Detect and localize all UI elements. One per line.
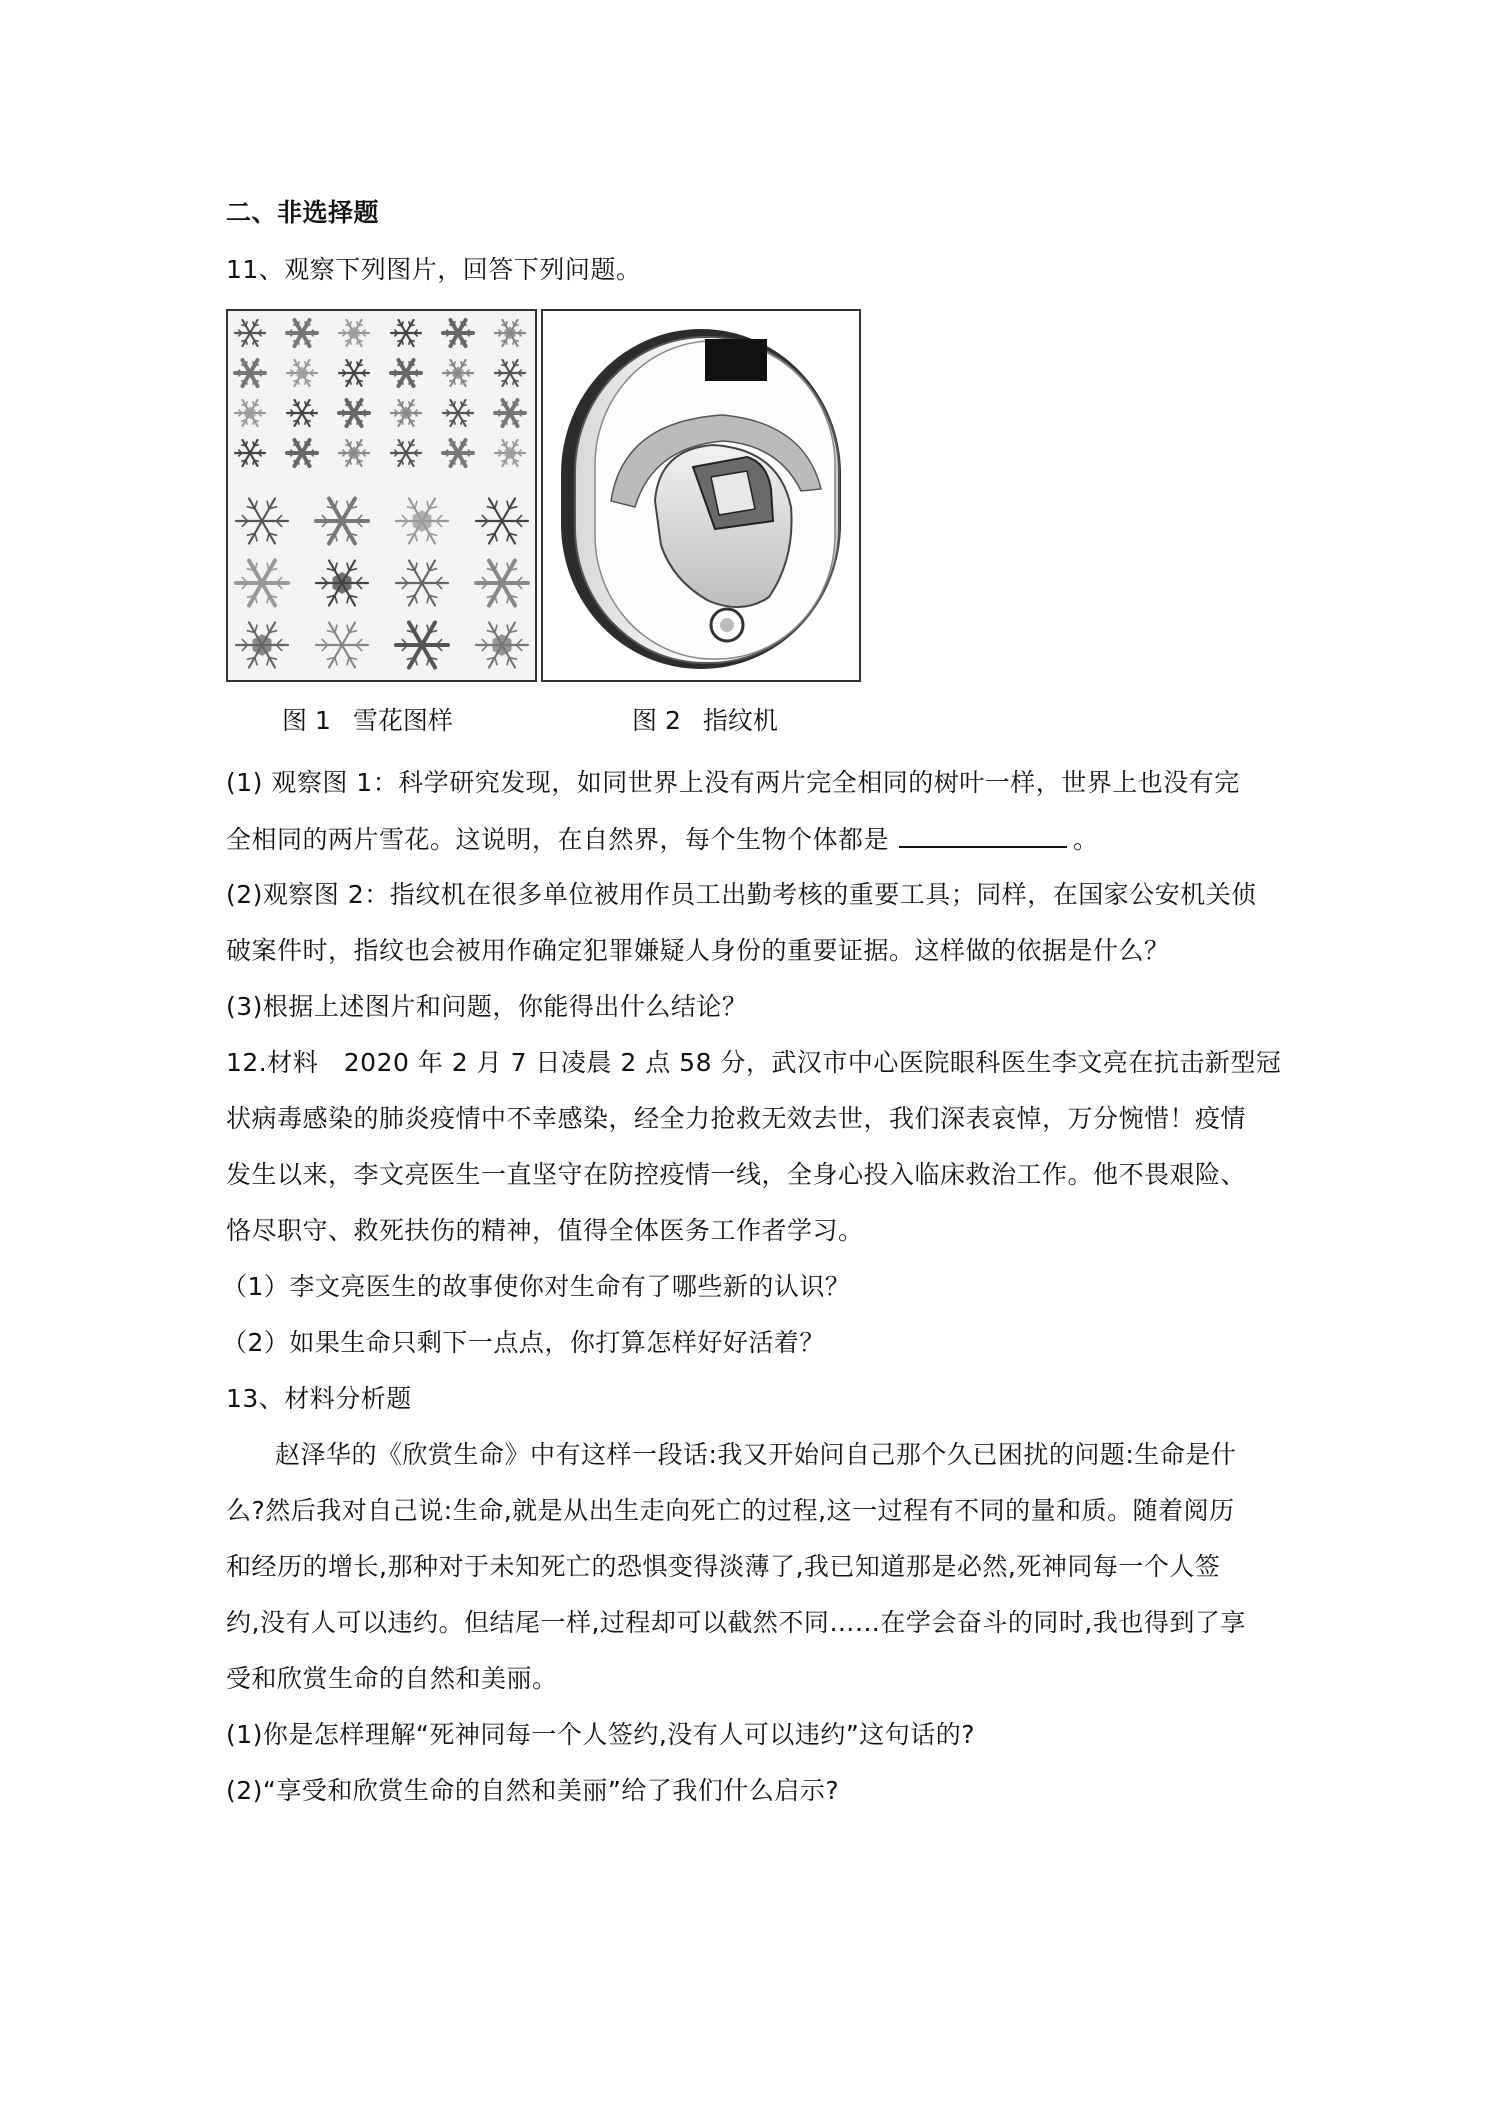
q11-intro: 11、观察下列图片，回答下列问题。: [226, 255, 642, 284]
figure-2-number: 图 2: [632, 706, 681, 735]
q13-paragraph-line1: 赵泽华的《欣赏生命》中有这样一段话:我又开始问自己那个久已困扰的问题:生命是什: [275, 1440, 1237, 1469]
figure-1-title: 雪花图样: [352, 706, 453, 735]
q11-sub1-line1: (1) 观察图 1：科学研究发现，如同世界上没有两片完全相同的树叶一样，世界上也没有完: [226, 768, 1240, 797]
q12-sub2: （2）如果生命只剩下一点点，你打算怎样好好活着？: [222, 1328, 825, 1357]
snowflake-figure: [226, 309, 537, 682]
q11-sub2-line2: 破案件时，指纹也会被用作确定犯罪嫌疑人身份的重要证据。这样做的依据是什么？: [226, 936, 1170, 965]
q13-title: 13、材料分析题: [226, 1384, 412, 1413]
q13-sub1: (1)你是怎样理解“死神同每一个人签约,没有人可以违约”这句话的?: [226, 1720, 976, 1749]
q12-line3: 发生以来，李文亮医生一直坚守在防控疫情一线，全身心投入临床救治工作。他不畏艰险、: [226, 1160, 1247, 1189]
q11-sub3: (3)根据上述图片和问题，你能得出什么结论？: [226, 992, 748, 1021]
figure-1-number: 图 1: [282, 706, 331, 735]
section-title: 二、非选择题: [226, 198, 380, 227]
q11-sub1-line2: [226, 822, 1099, 857]
q11-sub1-text: 全相同的两片雪花。这说明，在自然界，每个生物个体都是: [226, 825, 890, 854]
answer-blank[interactable]: [899, 822, 1067, 848]
q13-paragraph-line4: 约,没有人可以违约。但结尾一样,过程却可以截然不同……在学会奋斗的同时,我也得到了享: [226, 1608, 1246, 1637]
q13-paragraph-line2: 么?然后我对自己说:生命,就是从出生走向死亡的过程,这一过程有不同的量和质。随着阅历: [226, 1496, 1235, 1525]
q13-sub2: (2)“享受和欣赏生命的自然和美丽”给了我们什么启示?: [226, 1776, 840, 1805]
q12-line1: 12.材料 2020 年 2 月 7 日凌晨 2 点 58 分，武汉市中心医院眼科医生李文亮在抗击新型冠: [226, 1048, 1282, 1077]
figure-1-caption: [282, 704, 453, 738]
q11-sub2-line1: (2)观察图 2：指纹机在很多单位被用作员工出勤考核的重要工具；同样，在国家公安机关侦: [226, 880, 1257, 909]
snowflake-grid-image: [228, 311, 535, 680]
q12-sub1: （1）李文亮医生的故事使你对生命有了哪些新的认识？: [222, 1272, 851, 1301]
fingerprint-machine-figure: [541, 309, 861, 682]
q12-line2: 状病毒感染的肺炎疫情中不幸感染，经全力抢救无效去世，我们深表哀悼，万分惋惜！疫情: [226, 1104, 1247, 1133]
figure-2-title: 指纹机: [702, 706, 778, 735]
q13-paragraph-line3: 和经历的增长,那种对于未知死亡的恐惧变得淡薄了,我已知道那是必然,死神同每一个人签: [226, 1552, 1221, 1581]
figure-2-caption: [632, 704, 778, 738]
q12-line4: 恪尽职守、救死扶伤的精神，值得全体医务工作者学习。: [226, 1216, 864, 1245]
q13-paragraph-line5: 受和欣赏生命的自然和美丽。: [226, 1664, 558, 1693]
q11-sub1-end: 。: [1073, 825, 1099, 854]
fingerprint-machine-image: [543, 311, 859, 680]
